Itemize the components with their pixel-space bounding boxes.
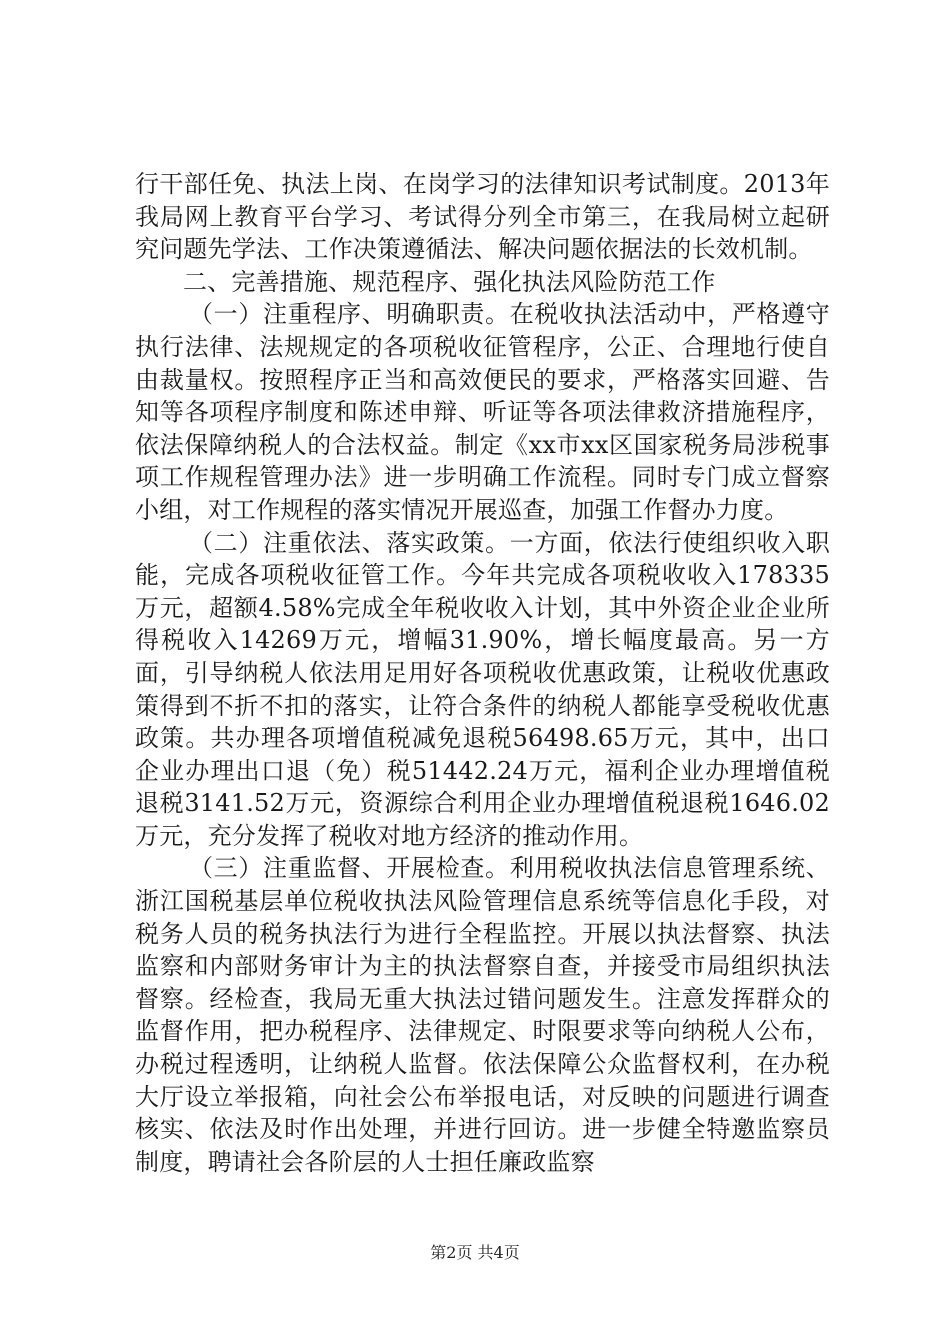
- page-footer: 第2页 共4页: [430, 1243, 520, 1262]
- paragraph-3: （二）注重依法、落实政策。一方面，依法行使组织收入职能，完成各项税收征管工作。今年共完成各项税收收入178335万元，超额4.58%完成全年税收收入计划，其中外资企业企业所得税收入14269万元，增幅31.90%，增长幅度最高。另一方面，引导纳税人依法用足用好各项税收优惠政策，让税收优惠政策得到不折不扣的落实，让符合条件的纳税人都能享受税收优惠政策。共办理各项增值税减免退税56498.65万元，其中，出口企业办理出口退（免）税51442.24万元，福利企业办理增值税退税3141.52万元，资源综合利用企业办理增值税退税1646.02万元，充分发挥了税收对地方经济的推动作用。: [135, 528, 830, 850]
- paragraph-1: 行干部任免、执法上岗、在岗学习的法律知识考试制度。2013年我局网上教育平台学习、考试得分列全市第三，在我局树立起研究问题先学法、工作决策遵循法、解决问题依据法的长效机制。: [135, 170, 830, 264]
- paragraph-4: （三）注重监督、开展检查。利用税收执法信息管理系统、浙江国税基层单位税收执法风险管理信息系统等信息化手段，对税务人员的税务执法行为进行全程监控。开展以执法督察、执法监察和内部财务审计为主的执法督察自查，并接受市局组织执法督察。经检查，我局无重大执法过错问题发生。注意发挥群众的监督作用，把办税程序、法律规定、时限要求等向纳税人公布，办税过程透明，让纳税人监督。依法保障公众监督权利，在办税大厅设立举报箱，向社会公布举报电话，对反映的问题进行调查核实、依法及时作出处理，并进行回访。进一步健全特邀监察员制度，聘请社会各阶层的人士担任廉政监察: [135, 854, 830, 1176]
- paragraph-2: （一）注重程序、明确职责。在税收执法活动中，严格遵守执行法律、法规规定的各项税收征管程序，公正、合理地行使自由裁量权。按照程序正当和高效便民的要求，严格落实回避、告知等各项程序制度和陈述申辩、听证等各项法律救济措施程序，依法保障纳税人的合法权益。制定《xx市xx区国家税务局涉税事项工作规程管理办法》进一步明确工作流程。同时专门成立督察小组，对工作规程的落实情况开展巡查，加强工作督办力度。: [135, 300, 830, 524]
- section-heading: 二、完善措施、规范程序、强化执法风险防范工作: [183, 267, 716, 296]
- document-body: [135, 168, 830, 1178]
